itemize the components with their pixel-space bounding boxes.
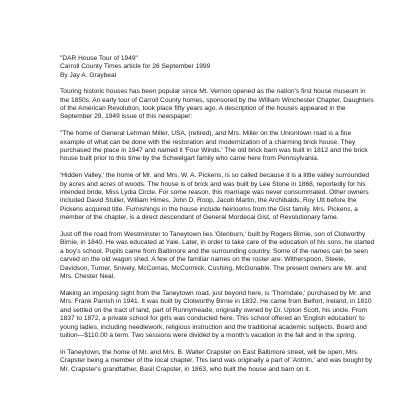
- paragraph-thorndale: Making an imposing sight from the Taneytown road, just beyond here, is 'Thorndale,' purchased by Mr. and Mrs. Frank Parrish in 1941. It was built by Clotworthy Birnie in 1832. He came from Belfort, Ireland, in 1810 and settled on the tract of land, part of Runnymeade, originally owned by Dr. Upton Scott, his uncle. From 1837 to 1872, a private school for girls was conducted here. This school offered an 'English education' to young ladies, including needlework, religious instruction and the traditional academic subjects. Board and tuition—$110.00 a term. Two sessions were divided by a month's vacation in the fall and in the spring.: [60, 289, 372, 339]
- paragraph-glenburn: Just off the road from Westminster to Taneytown lies 'Glenburn,' built by Rogers Birnie, son of Clotworthy Birnie, in 1840. He was educated at Yale. Later, in order to take care of the education of his sons, he started a boy's school. Pupils came from Baltimore and the surrounding country. Some of the names can be seen carved on the old wagon shed. A few of the familiar names on the roster are: Witherspoon, Steele, Davidson, Turner, Snively, McComas, McCormick, Cushing, McGonable. The present owners are Mr. and Mrs. Chester Neal.: [60, 231, 375, 281]
- paragraph-taneytown: In Taneytown, the home of Mr. and Mrs. B. Walter Crapster on East Baltimore street, will be open, Mrs. Crapster being a member of the local chapter. This land was originally a part of 'Antrim,' and was bought by Mr. Crapster's grandfather, Basil Crapster, in 1863, who built the house and barn on it.: [60, 348, 373, 373]
- paragraph-four-winds: "The home of General Lehman Miller, USA, (retired), and Mrs. Miller on the Uniontown road is a fine example of what can be done with the restoration and modernization of a charming brick house. They purchased the place in 1947 and named it 'Four Winds.' The old brick barn was built in 1812 and the brick house built prior to this time by the Schwelgart family who came here from Pennsylvania.: [60, 130, 368, 163]
- paragraph-intro: Touring historic houses has been popular since Mt. Vernon opened as the nation's first house museum in the 1850s. An early tour of Carroll County homes, sponsored by the William Winchester Chapter, Daughters of the American Revolution, took place fifty years ago. A description of the houses appeared in the September 29, 1949 issue of this newspaper:: [60, 88, 374, 121]
- paragraph-hidden-valley: 'Hidden Valley,' the home of Mr. and Mrs. W. A. Pickens, is so called because it is a little valley surrounded by acres and acres of woods. The house is of brick and was built by Lee Stone in 1868, reportedly for his intended bride, Miss Lydia Circle. For some reason, this marriage was never consummated. Other owners included David Stuller, William Himes, John D. Roop, Jacob Martin, the Archibalds, Roy Utt before the Pickens acquired title. Furnishings in the house include heirlooms from the Gist family. Mrs. Pickens, a member of the chapter, is a direct descendant of General Mordecai Gist, of Revolutionary fame.: [60, 172, 370, 222]
- article-byline: By Jay A. Graybeal: [60, 71, 117, 79]
- article-subtitle: Carroll County Times article for 26 September 1999: [60, 63, 211, 71]
- article-header: [60, 55, 376, 80]
- article-title: "DAR House Tour of 1949": [60, 55, 138, 62]
